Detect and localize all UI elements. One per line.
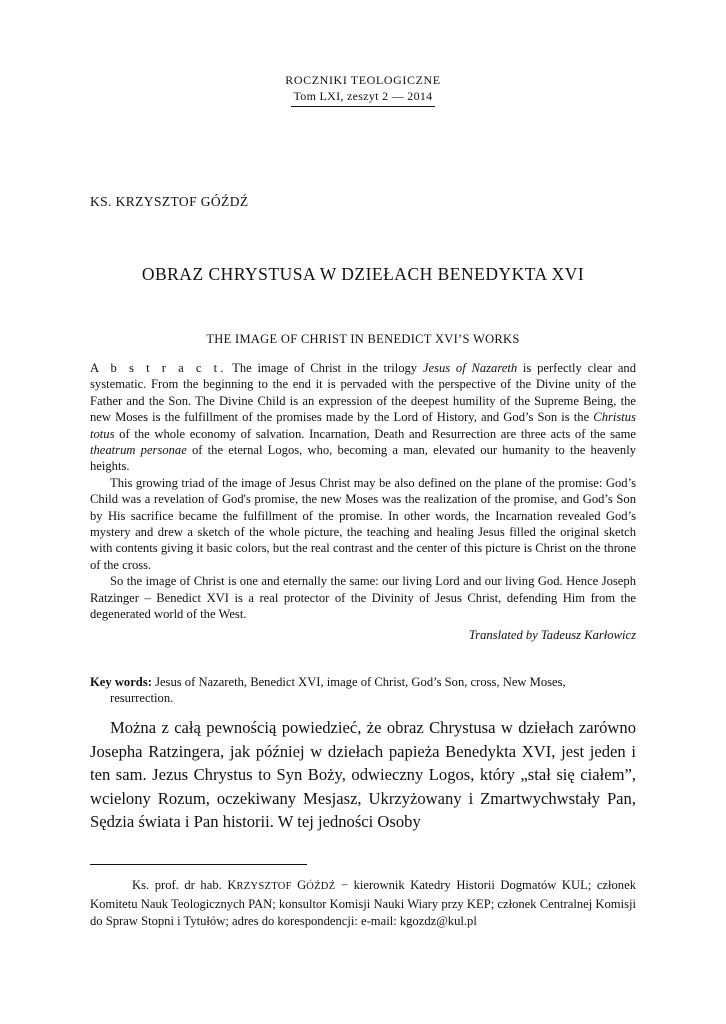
footnote-text: − kierownik Katedry Historii Dogmatów KUL; członek Komitetu Nauk Teologicznych PAN; konsultor Komisji Nauki Wiary przy KEP; członek Centralnej Komisji do Spraw Stopni i Tytułów; adres do korespondencji: e-mail: kgozdz@kul.pl — [90, 878, 636, 928]
footnote-separator — [90, 864, 307, 865]
abstract-label: A b s t r a c t. — [90, 361, 227, 375]
abstract — [90, 360, 636, 623]
journal-name: ROCZNIKI TEOLOGICZNE — [285, 73, 441, 87]
keywords-label: Key words: — [90, 675, 152, 689]
journal-header — [0, 72, 726, 107]
abstract-italic: Christus totus — [90, 410, 636, 441]
body-paragraph-1: Można z całą pewnością powiedzieć, że obraz Chrystusa w dziełach zarówno Josepha Ratzingera, jak później w dziełach papieża Benedykta XVI, jest jeden i ten sam. Jezus Chrystus to Syn Boży, odwieczny Logos, który „stał się ciałem”, wcielony Rozum, oczekiwany Mesjasz, Ukrzyżowany i Zmartwychwstały Pan, Sędzia świata i Pan historii. W tej jedności Osoby — [90, 718, 636, 831]
keywords — [90, 674, 636, 707]
article-subtitle: THE IMAGE OF CHRIST IN BENEDICT XVI’S WORKS — [206, 332, 520, 346]
abstract-paragraph-2: This growing triad of the image of Jesus Christ may be also defined on the plane of the promise: God’s Child was a revelation of God's promise, the new Moses was the realization of the promise, and God’s Son by His sacrifice became the fulfillment of the promise. In other words, the Incarnation revealed God’s mystery and drew a sketch of the whole picture, the teaching and healing Jesus filled the original sketch with contents giving it basic colors, but the real contrast and the center of this picture is Christ on the throne of the cross. — [90, 475, 636, 572]
footnote-prefix: Ks. prof. dr hab. — [132, 878, 228, 892]
article-title: OBRAZ CHRYSTUSA W DZIEŁACH BENEDYKTA XVI — [141, 264, 585, 284]
abstract-text: The image of Christ in the trilogy — [226, 361, 423, 375]
footnote-surname-initial: G — [297, 878, 307, 892]
abstract-text: of the eternal Logos, who, becoming a man, elevated our humanity to the heavenly heights. — [90, 443, 636, 474]
author-footnote — [90, 877, 636, 929]
abstract-paragraph-3: So the image of Christ is one and eternally the same: our living Lord and our living God. Hence Joseph Ratzinger – Benedict XVI is a real protector of the Divinity of Jesus Christ, defending Him from the degenerated world of the West. — [90, 574, 636, 622]
body-text — [90, 716, 636, 834]
footnote-name-smallcaps: RZYSZTOF — [236, 881, 298, 892]
footnote-name-initial: K — [227, 878, 237, 892]
abstract-italic: theatrum personae — [90, 443, 187, 458]
journal-issue: Tom LXI, zeszyt 2 — 2014 — [291, 88, 434, 107]
abstract-paragraph-1 — [90, 360, 636, 475]
abstract-text: of the whole economy of salvation. Incarnation, Death and Resurrection are three acts of the same — [114, 426, 636, 441]
keywords-line-2: resurrection. — [110, 691, 174, 706]
footnote-paragraph — [90, 877, 636, 929]
author-name: KS. KRZYSZTOF GÓŹDŹ — [90, 194, 249, 209]
abstract-text: is perfectly clear and systematic. From the beginning to the end it is pervaded with the perspective of the Divine unity of the Father and the Son. The Divine Child is an expression of the deepest humility of the Supreme Being, the new Moses is the fulfillment of the promises made by the Lord of History, and God’s Son is the — [90, 361, 636, 425]
keywords-list: Jesus of Nazareth, Benedict XVI, image of Christ, God’s Son, cross, New Moses, — [151, 675, 566, 689]
abstract-italic: Jesus of Nazareth — [422, 361, 518, 375]
translator-credit: Translated by Tadeusz Karłowicz — [468, 628, 636, 642]
keywords-line-1 — [90, 674, 636, 690]
footnote-surname-smallcaps: ÓŹDŹ — [306, 881, 336, 892]
